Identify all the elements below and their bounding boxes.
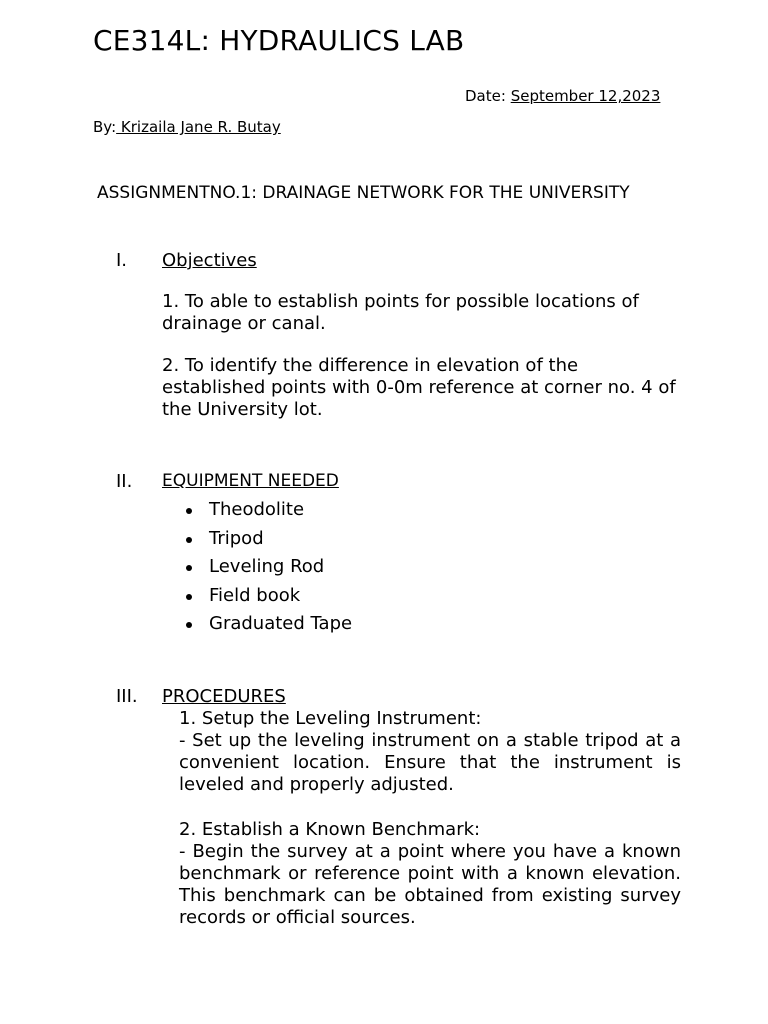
equipment-item-label: Theodolite	[209, 499, 305, 520]
procedure-step-body: - Begin the survey at a point where you have a known benchmark or reference point with a known elevation. This benchmark can be obtained from existing survey records or official sources.	[179, 841, 681, 928]
procedure-step-body: - Set up the leveling instrument on a stable tripod at a convenient location. Ensure that the instrument is leveled and properly adjusted.	[179, 730, 681, 795]
bullet-icon	[186, 508, 192, 514]
objective-item: 2. To identify the difference in elevation of the established points with 0-0m reference at corner no. 4 of the University lot.	[162, 355, 676, 420]
equipment-item-label: Field book	[209, 584, 301, 606]
list-item	[162, 555, 352, 584]
objective-item: 1. To able to establish points for possible locations of drainage or canal.	[162, 291, 639, 334]
date-line	[465, 87, 660, 105]
section-numeral-equipment: II.	[116, 471, 133, 492]
assignment-title: ASSIGNMENTNO.1: DRAINAGE NETWORK FOR THE UNIVERSITY	[97, 183, 630, 203]
date-value: September 12,2023	[510, 87, 661, 105]
section-heading-procedures: PROCEDURES	[162, 686, 286, 707]
author-line	[93, 118, 281, 136]
equipment-item-label: Tripod	[209, 527, 264, 549]
bullet-icon	[186, 622, 192, 628]
equipment-item-label: Leveling Rod	[209, 556, 325, 577]
bullet-icon	[186, 565, 192, 571]
author-name: Krizaila Jane R. Butay	[116, 118, 281, 136]
procedure-step-title: 1. Setup the Leveling Instrument:	[179, 708, 482, 729]
equipment-item-label: Graduated Tape	[209, 613, 353, 634]
section-heading-objectives: Objectives	[162, 250, 257, 271]
procedure-step-title: 2. Establish a Known Benchmark:	[179, 819, 481, 840]
list-item	[162, 612, 352, 641]
list-item	[162, 498, 352, 527]
list-item	[162, 584, 352, 613]
course-title: CE314L: HYDRAULICS LAB	[93, 24, 465, 57]
date-label: Date:	[465, 87, 506, 105]
equipment-list	[162, 498, 352, 641]
by-label: By:	[93, 118, 117, 136]
section-heading-equipment: EQUIPMENT NEEDED	[162, 471, 339, 491]
bullet-icon	[186, 594, 192, 600]
list-item	[162, 527, 352, 556]
section-numeral-objectives: I.	[116, 250, 128, 271]
section-numeral-procedures: III.	[116, 686, 138, 707]
bullet-icon	[186, 537, 192, 543]
